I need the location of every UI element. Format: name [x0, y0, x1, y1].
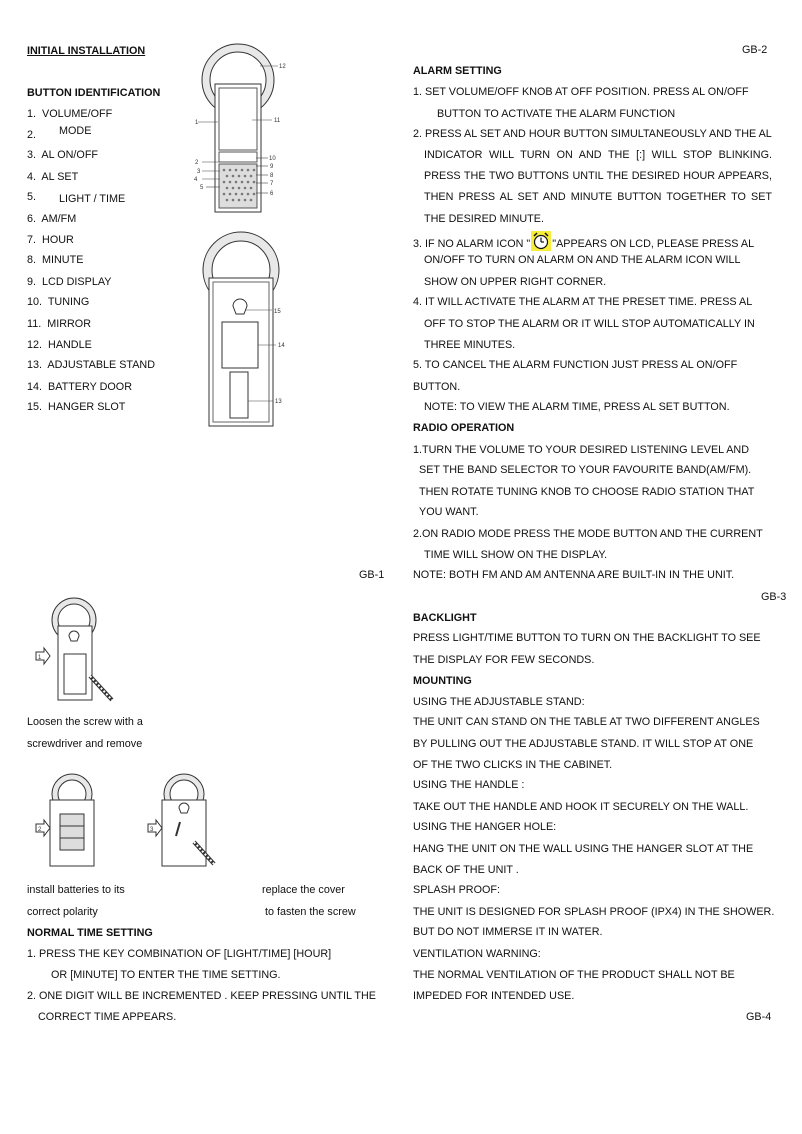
mounting-line: BUT DO NOT IMMERSE IT IN WATER. — [413, 926, 603, 938]
mounting-line: USING THE ADJUSTABLE STAND: — [413, 696, 585, 708]
radio-line: THEN ROTATE TUNING KNOB TO CHOOSE RADIO STATION THAT — [419, 486, 755, 498]
button-identification-heading: BUTTON IDENTIFICATION — [27, 87, 161, 99]
callout-label: 14 — [278, 343, 285, 349]
step-number: 1 — [38, 655, 42, 661]
list-item: 11. MIRROR — [27, 318, 92, 330]
backlight-line: THE DISPLAY FOR FEW SECONDS. — [413, 654, 595, 666]
mounting-line: VENTILATION WARNING: — [413, 948, 541, 960]
alarm-line: PRESS THE TWO BUTTONS UNTIL THE DESIRED HOUR APPEARS, — [424, 170, 772, 182]
alarm-line: INDICATOR WILL TURN ON AND THE [:] WILL STOP BLINKING. — [424, 149, 772, 161]
list-item: 10. TUNING — [27, 296, 90, 308]
callout-label: 2 — [195, 160, 199, 166]
battery-step2-line1: install batteries to its — [27, 884, 125, 896]
list-item: 14. BATTERY DOOR — [27, 381, 133, 393]
radio-line: 2.ON RADIO MODE PRESS THE MODE BUTTON AND THE CURRENT — [413, 528, 763, 540]
backlight-line: PRESS LIGHT/TIME BUTTON TO TURN ON THE BACKLIGHT TO SEE — [413, 632, 761, 644]
mounting-line: THE NORMAL VENTILATION OF THE PRODUCT SHALL NOT BE — [413, 969, 735, 981]
callout-label: 10 — [269, 156, 276, 162]
device-back-diagram — [196, 230, 296, 430]
callout-label: 1 — [195, 120, 199, 126]
page-label-gb4: GB-4 — [746, 1011, 772, 1023]
normal-time-line: CORRECT TIME APPEARS. — [38, 1011, 177, 1023]
alarm-line: BUTTON TO ACTIVATE THE ALARM FUNCTION — [437, 108, 676, 120]
initial-installation-heading: INITIAL INSTALLATION — [27, 45, 146, 57]
mounting-line: OF THE TWO CLICKS IN THE CABINET. — [413, 759, 613, 771]
device-front-diagram — [190, 40, 290, 215]
callout-label: 12 — [279, 64, 286, 70]
mounting-line: THE UNIT CAN STAND ON THE TABLE AT TWO DIFFERENT ANGLES — [413, 716, 760, 728]
mounting-line: HANG THE UNIT ON THE WALL USING THE HANGER SLOT AT THE — [413, 843, 754, 855]
normal-time-line: OR [MINUTE] TO ENTER THE TIME SETTING. — [51, 969, 281, 981]
battery-step2-diagram — [34, 772, 114, 870]
radio-line: YOU WANT. — [419, 506, 479, 518]
callout-label: 13 — [275, 399, 282, 405]
alarm-line: 5. TO CANCEL THE ALARM FUNCTION JUST PRESS AL ON/OFF — [413, 359, 738, 371]
speaker-grille — [219, 164, 257, 208]
normal-time-line: 2. ONE DIGIT WILL BE INCREMENTED . KEEP PRESSING UNTIL THE — [27, 990, 376, 1002]
mounting-line: IMPEDED FOR INTENDED USE. — [413, 990, 575, 1002]
list-item: 5. LIGHT / TIME — [27, 191, 126, 205]
callout-label: 8 — [270, 173, 274, 179]
list-item: 13. ADJUSTABLE STAND — [27, 359, 156, 371]
mounting-line: BACK OF THE UNIT . — [413, 864, 519, 876]
mounting-heading: MOUNTING — [413, 675, 472, 687]
battery-step1-line2: screwdriver and remove — [27, 738, 143, 750]
step-number: 3 — [150, 827, 154, 833]
alarm-clock-icon — [531, 231, 551, 251]
alarm-line: 4. IT WILL ACTIVATE THE ALARM AT THE PRESET TIME. PRESS AL — [413, 296, 753, 308]
mounting-line: USING THE HANDLE : — [413, 779, 525, 791]
callout-label: 4 — [194, 177, 198, 183]
mounting-line: TAKE OUT THE HANDLE AND HOOK IT SECURELY ON THE WALL. — [413, 801, 749, 813]
normal-time-heading: NORMAL TIME SETTING — [27, 927, 153, 939]
mounting-line: SPLASH PROOF: — [413, 884, 500, 896]
list-item: 4. AL SET — [27, 171, 79, 183]
normal-time-line: 1. PRESS THE KEY COMBINATION OF [LIGHT/TIME] [HOUR] — [27, 948, 332, 960]
alarm-line: THE DESIRED MINUTE. — [424, 213, 544, 225]
list-item: 9. LCD DISPLAY — [27, 276, 112, 288]
battery-step3-line2: to fasten the screw — [265, 906, 356, 918]
callout-label: 11 — [274, 118, 281, 124]
mounting-line: BY PULLING OUT THE ADJUSTABLE STAND. IT WILL STOP AT ONE — [413, 738, 754, 750]
page-label-gb2: GB-2 — [742, 44, 768, 56]
list-item: 15. HANGER SLOT — [27, 401, 126, 413]
page-label-gb1: GB-1 — [359, 569, 385, 581]
alarm-note: NOTE: TO VIEW THE ALARM TIME, PRESS AL SET BUTTON. — [424, 401, 730, 413]
list-item: 3. AL ON/OFF — [27, 149, 99, 161]
list-item: 12. HANDLE — [27, 339, 92, 351]
callout-label: 6 — [270, 191, 274, 197]
list-item: 1. VOLUME/OFF — [27, 108, 113, 120]
alarm-line: 3. IF NO ALARM ICON " "APPEARS ON LCD, PLEASE PRESS AL — [413, 237, 754, 251]
alarm-line: THREE MINUTES. — [424, 339, 516, 351]
alarm-line: OFF TO STOP THE ALARM OR IT WILL STOP AUTOMATICALLY IN — [424, 318, 755, 330]
battery-step3-line1: replace the cover — [262, 884, 345, 896]
callout-label: 5 — [200, 185, 204, 191]
alarm-line: 2. PRESS AL SET AND HOUR BUTTON SIMULTANEOUSLY AND THE AL — [413, 128, 772, 140]
mounting-line: THE UNIT IS DESIGNED FOR SPLASH PROOF (IPX4) IN THE SHOWER. — [413, 906, 775, 918]
list-item: 6. AM/FM — [27, 213, 77, 225]
alarm-line: 1. SET VOLUME/OFF KNOB AT OFF POSITION. PRESS AL ON/OFF — [413, 86, 749, 98]
callout-label: 3 — [197, 169, 201, 175]
mounting-line: USING THE HANGER HOLE: — [413, 821, 557, 833]
radio-line: TIME WILL SHOW ON THE DISPLAY. — [424, 549, 608, 561]
backlight-heading: BACKLIGHT — [413, 612, 477, 624]
alarm-line: SHOW ON UPPER RIGHT CORNER. — [424, 276, 607, 288]
list-item: 8. MINUTE — [27, 254, 84, 266]
page-label-gb3: GB-3 — [761, 591, 787, 603]
battery-step1-diagram — [34, 596, 114, 704]
list-item: 2. MODE — [27, 125, 92, 141]
list-item: 7. HOUR — [27, 234, 74, 246]
battery-step1-line1: Loosen the screw with a — [27, 716, 143, 728]
callout-label: 9 — [270, 164, 274, 170]
radio-operation-heading: RADIO OPERATION — [413, 422, 515, 434]
battery-step3-diagram — [146, 772, 226, 870]
radio-line: 1.TURN THE VOLUME TO YOUR DESIRED LISTENING LEVEL AND — [413, 444, 749, 456]
step-number: 2 — [38, 827, 42, 833]
radio-line: SET THE BAND SELECTOR TO YOUR FAVOURITE BAND(AM/FM). — [419, 464, 752, 476]
callout-label: 7 — [270, 181, 274, 187]
alarm-line: THEN PRESS AL SET AND MINUTE BUTTON TOGETHER TO SET — [424, 191, 772, 203]
callout-label: 15 — [274, 309, 281, 315]
alarm-setting-heading: ALARM SETTING — [413, 65, 502, 77]
radio-note: NOTE: BOTH FM AND AM ANTENNA ARE BUILT-IN IN THE UNIT. — [413, 569, 735, 581]
battery-step2-line2: correct polarity — [27, 906, 98, 918]
alarm-line: ON/OFF TO TURN ON ALARM ON AND THE ALARM ICON WILL — [424, 254, 741, 266]
alarm-line: BUTTON. — [413, 381, 461, 393]
